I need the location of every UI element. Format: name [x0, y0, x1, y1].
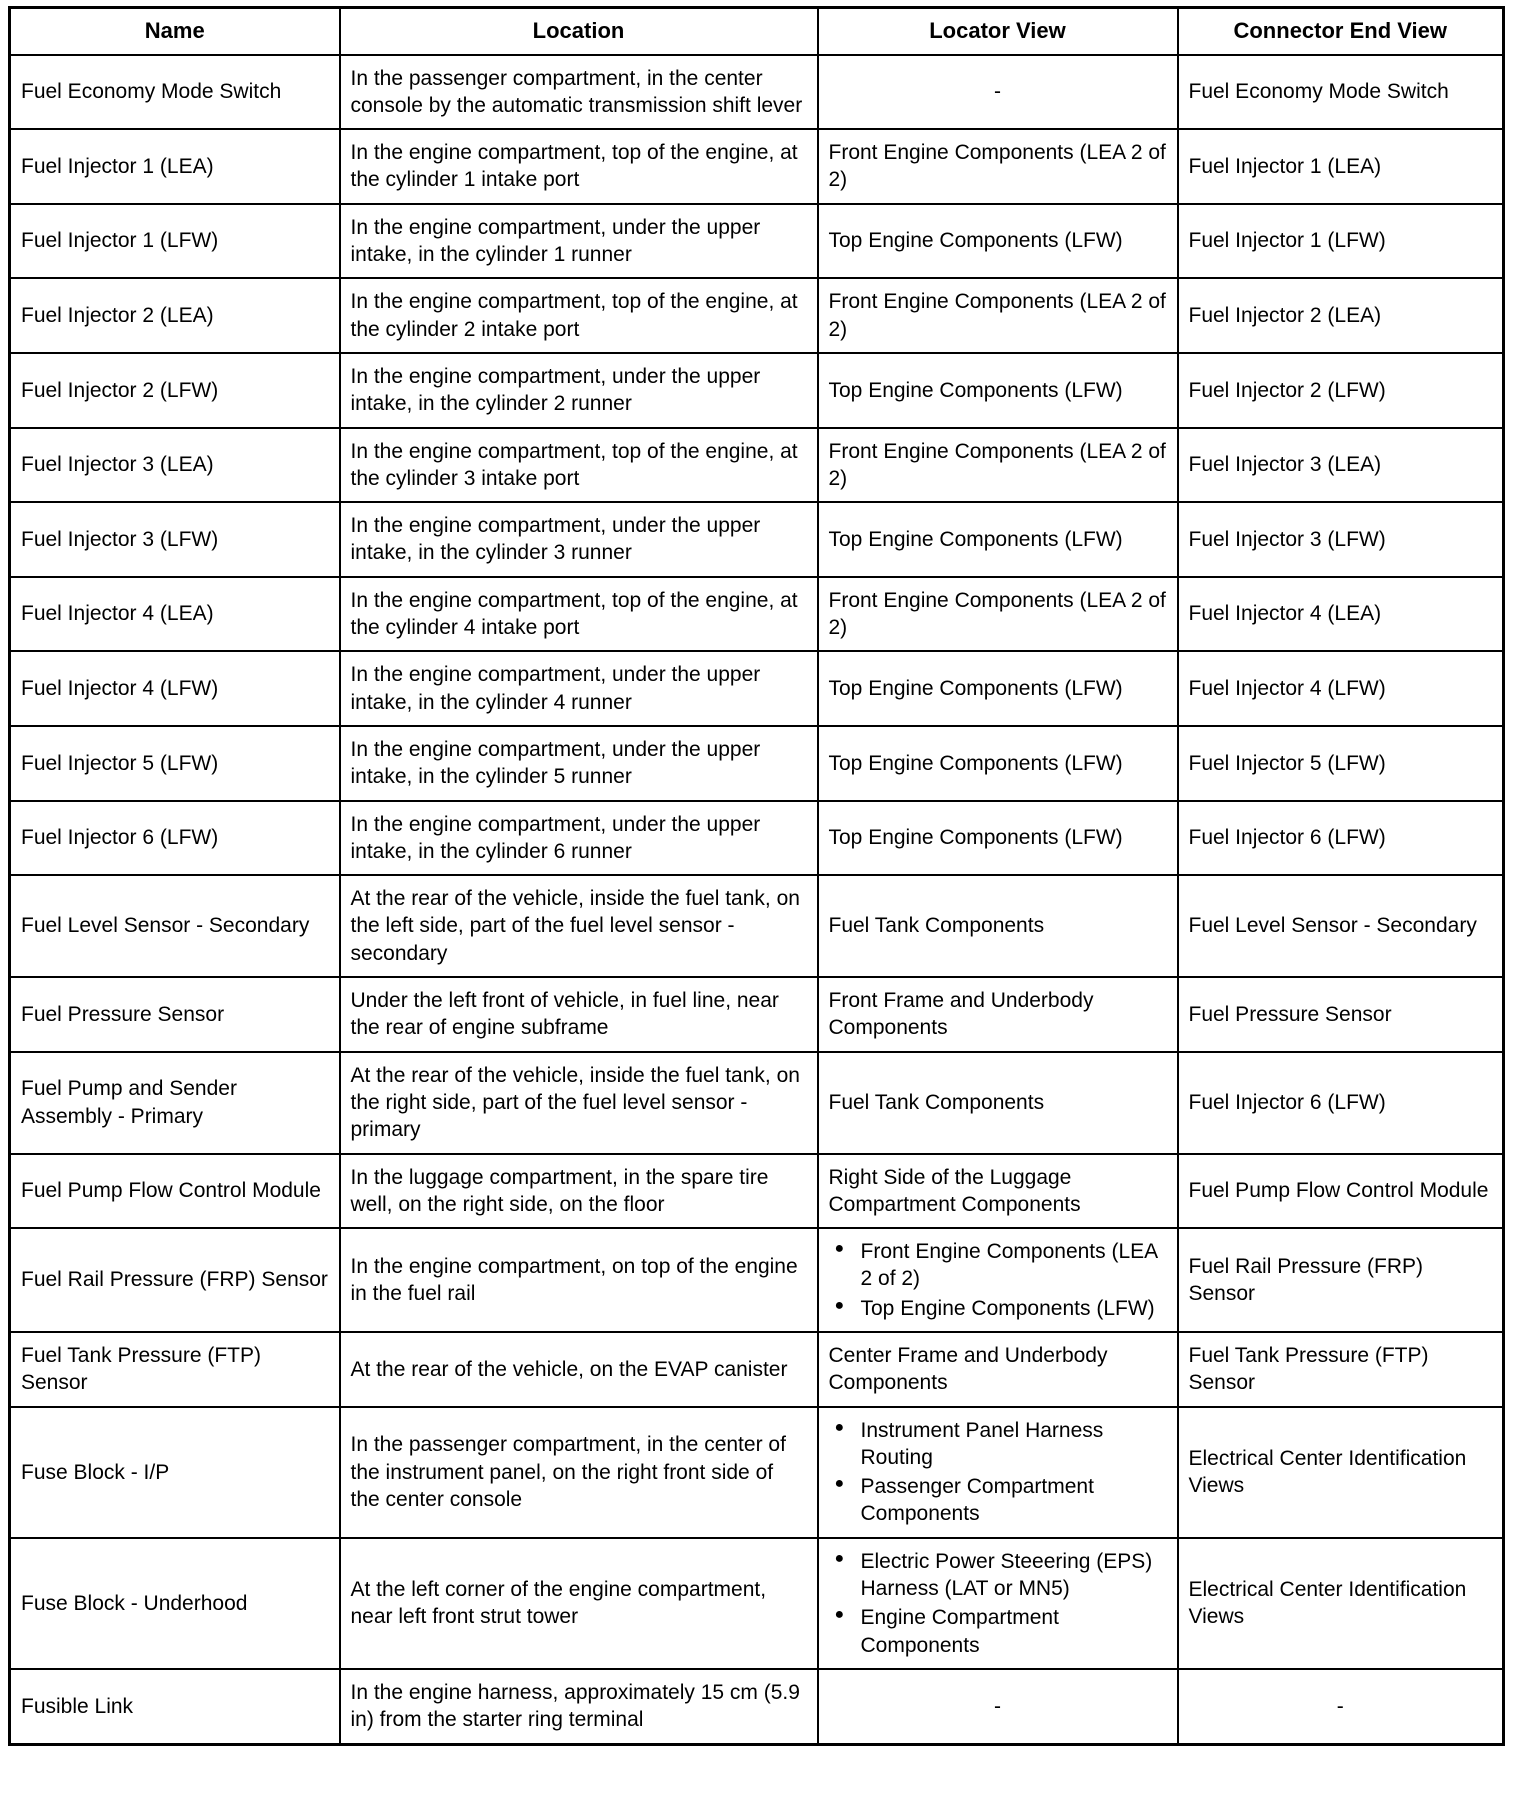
cell-location: In the engine compartment, under the upper intake, in the cylinder 6 runner	[340, 801, 818, 876]
cell-locator-view: Center Frame and Underbody Components	[818, 1332, 1178, 1407]
cell-locator-view: Top Engine Components (LFW)	[818, 651, 1178, 726]
cell-location: At the rear of the vehicle, inside the fuel tank, on the left side, part of the fuel level sensor - secondary	[340, 875, 818, 977]
table-header-row	[10, 8, 1504, 55]
table-row	[10, 204, 1504, 279]
cell-connector-end-view: Fuel Injector 3 (LFW)	[1178, 502, 1504, 577]
component-location-table	[8, 6, 1505, 1746]
locator-view-list	[829, 1238, 1167, 1322]
cell-connector-end-view: Fuel Tank Pressure (FTP) Sensor	[1178, 1332, 1504, 1407]
cell-component-name: Fuel Pump and Sender Assembly - Primary	[10, 1052, 340, 1154]
cell-component-name: Fuse Block - Underhood	[10, 1538, 340, 1669]
cell-locator-view: Front Engine Components (LEA 2 of 2)	[818, 577, 1178, 652]
cell-location: In the passenger compartment, in the center of the instrument panel, on the right front side of the center console	[340, 1407, 818, 1538]
cell-connector-end-view: Fuel Pump Flow Control Module	[1178, 1154, 1504, 1229]
table-row	[10, 1538, 1504, 1669]
table-row	[10, 977, 1504, 1052]
cell-connector-end-view: Fuel Injector 4 (LEA)	[1178, 577, 1504, 652]
cell-location: At the rear of the vehicle, on the EVAP canister	[340, 1332, 818, 1407]
table-row	[10, 278, 1504, 353]
table-row	[10, 1228, 1504, 1332]
cell-component-name: Fusible Link	[10, 1669, 340, 1744]
cell-locator-view: Top Engine Components (LFW)	[818, 204, 1178, 279]
cell-component-name: Fuel Injector 3 (LFW)	[10, 502, 340, 577]
table-row	[10, 428, 1504, 503]
cell-component-name: Fuel Injector 5 (LFW)	[10, 726, 340, 801]
cell-component-name: Fuel Injector 6 (LFW)	[10, 801, 340, 876]
cell-component-name: Fuel Rail Pressure (FRP) Sensor	[10, 1228, 340, 1332]
table-row	[10, 353, 1504, 428]
table-row	[10, 1669, 1504, 1744]
cell-component-name: Fuel Pump Flow Control Module	[10, 1154, 340, 1229]
locator-view-list	[829, 1417, 1167, 1528]
locator-view-list-item[interactable]: ● Instrument Panel Harness Routing	[829, 1417, 1167, 1472]
cell-locator-view: Fuel Tank Components	[818, 1052, 1178, 1154]
locator-view-list-item[interactable]: ● Passenger Compartment Components	[829, 1473, 1167, 1528]
cell-connector-end-view: Electrical Center Identification Views	[1178, 1538, 1504, 1669]
cell-locator-view: Top Engine Components (LFW)	[818, 726, 1178, 801]
cell-component-name: Fuel Tank Pressure (FTP) Sensor	[10, 1332, 340, 1407]
table-row	[10, 1154, 1504, 1229]
column-header-location: Location	[340, 8, 818, 55]
cell-connector-end-view: Fuel Injector 2 (LFW)	[1178, 353, 1504, 428]
cell-component-name: Fuel Level Sensor - Secondary	[10, 875, 340, 977]
cell-location: At the rear of the vehicle, inside the fuel tank, on the right side, part of the fuel level sensor - primary	[340, 1052, 818, 1154]
table-row	[10, 726, 1504, 801]
cell-location: In the engine compartment, top of the engine, at the cylinder 2 intake port	[340, 278, 818, 353]
cell-locator-view: Front Engine Components (LEA 2 of 2)	[818, 278, 1178, 353]
cell-location: Under the left front of vehicle, in fuel line, near the rear of engine subframe	[340, 977, 818, 1052]
cell-connector-end-view: Fuel Injector 6 (LFW)	[1178, 1052, 1504, 1154]
table-row	[10, 1052, 1504, 1154]
cell-connector-end-view: Fuel Pressure Sensor	[1178, 977, 1504, 1052]
table-row	[10, 55, 1504, 130]
cell-locator-view	[818, 1538, 1178, 1669]
cell-component-name: Fuel Injector 4 (LFW)	[10, 651, 340, 726]
cell-locator-view: Top Engine Components (LFW)	[818, 353, 1178, 428]
cell-locator-view: Top Engine Components (LFW)	[818, 502, 1178, 577]
cell-connector-end-view: Fuel Economy Mode Switch	[1178, 55, 1504, 130]
cell-locator-view: Top Engine Components (LFW)	[818, 801, 1178, 876]
cell-component-name: Fuel Injector 1 (LEA)	[10, 129, 340, 204]
cell-location: In the engine compartment, under the upper intake, in the cylinder 5 runner	[340, 726, 818, 801]
cell-location: In the engine compartment, top of the engine, at the cylinder 4 intake port	[340, 577, 818, 652]
cell-component-name: Fuel Injector 2 (LEA)	[10, 278, 340, 353]
cell-connector-end-view: Fuel Injector 1 (LFW)	[1178, 204, 1504, 279]
table-row	[10, 502, 1504, 577]
table-row	[10, 651, 1504, 726]
cell-locator-view: Front Engine Components (LEA 2 of 2)	[818, 428, 1178, 503]
locator-view-list-item[interactable]: ● Front Engine Components (LEA 2 of 2)	[829, 1238, 1167, 1293]
cell-connector-end-view: Electrical Center Identification Views	[1178, 1407, 1504, 1538]
cell-component-name: Fuel Injector 4 (LEA)	[10, 577, 340, 652]
cell-location: In the engine compartment, top of the engine, at the cylinder 3 intake port	[340, 428, 818, 503]
locator-view-list-item[interactable]: ● Electric Power Steeering (EPS) Harness (LAT or MN5)	[829, 1548, 1167, 1603]
cell-location: In the passenger compartment, in the center console by the automatic transmission shift lever	[340, 55, 818, 130]
table-row	[10, 875, 1504, 977]
table-row	[10, 801, 1504, 876]
cell-connector-end-view: Fuel Injector 6 (LFW)	[1178, 801, 1504, 876]
cell-locator-view: Fuel Tank Components	[818, 875, 1178, 977]
cell-component-name: Fuel Pressure Sensor	[10, 977, 340, 1052]
locator-view-list-item[interactable]: ● Engine Compartment Components	[829, 1604, 1167, 1659]
cell-location: In the engine compartment, top of the engine, at the cylinder 1 intake port	[340, 129, 818, 204]
table-row	[10, 1407, 1504, 1538]
cell-connector-end-view: Fuel Rail Pressure (FRP) Sensor	[1178, 1228, 1504, 1332]
cell-location: In the engine compartment, under the upper intake, in the cylinder 1 runner	[340, 204, 818, 279]
cell-location: In the engine compartment, under the upper intake, in the cylinder 4 runner	[340, 651, 818, 726]
cell-location: In the engine compartment, under the upper intake, in the cylinder 2 runner	[340, 353, 818, 428]
locator-view-list	[829, 1548, 1167, 1659]
cell-connector-end-view: -	[1178, 1669, 1504, 1744]
cell-location: At the left corner of the engine compartment, near left front strut tower	[340, 1538, 818, 1669]
cell-locator-view	[818, 1407, 1178, 1538]
cell-component-name: Fuel Injector 1 (LFW)	[10, 204, 340, 279]
column-header-locator-view: Locator View	[818, 8, 1178, 55]
cell-component-name: Fuel Injector 2 (LFW)	[10, 353, 340, 428]
cell-connector-end-view: Fuel Injector 2 (LEA)	[1178, 278, 1504, 353]
column-header-name: Name	[10, 8, 340, 55]
cell-component-name: Fuse Block - I/P	[10, 1407, 340, 1538]
column-header-connector-end-view: Connector End View	[1178, 8, 1504, 55]
cell-connector-end-view: Fuel Level Sensor - Secondary	[1178, 875, 1504, 977]
cell-connector-end-view: Fuel Injector 3 (LEA)	[1178, 428, 1504, 503]
cell-connector-end-view: Fuel Injector 5 (LFW)	[1178, 726, 1504, 801]
cell-locator-view: -	[818, 55, 1178, 130]
cell-location: In the engine harness, approximately 15 cm (5.9 in) from the starter ring terminal	[340, 1669, 818, 1744]
cell-component-name: Fuel Economy Mode Switch	[10, 55, 340, 130]
cell-location: In the engine compartment, on top of the engine in the fuel rail	[340, 1228, 818, 1332]
cell-locator-view: Right Side of the Luggage Compartment Components	[818, 1154, 1178, 1229]
cell-location: In the luggage compartment, in the spare tire well, on the right side, on the floor	[340, 1154, 818, 1229]
cell-connector-end-view: Fuel Injector 4 (LFW)	[1178, 651, 1504, 726]
table-row	[10, 129, 1504, 204]
table-row	[10, 577, 1504, 652]
locator-view-list-item[interactable]: ● Top Engine Components (LFW)	[829, 1295, 1167, 1322]
cell-locator-view: Front Engine Components (LEA 2 of 2)	[818, 129, 1178, 204]
table-row	[10, 1332, 1504, 1407]
cell-locator-view	[818, 1228, 1178, 1332]
cell-locator-view: -	[818, 1669, 1178, 1744]
cell-locator-view: Front Frame and Underbody Components	[818, 977, 1178, 1052]
table-body	[10, 55, 1504, 1744]
cell-location: In the engine compartment, under the upper intake, in the cylinder 3 runner	[340, 502, 818, 577]
cell-component-name: Fuel Injector 3 (LEA)	[10, 428, 340, 503]
cell-connector-end-view: Fuel Injector 1 (LEA)	[1178, 129, 1504, 204]
